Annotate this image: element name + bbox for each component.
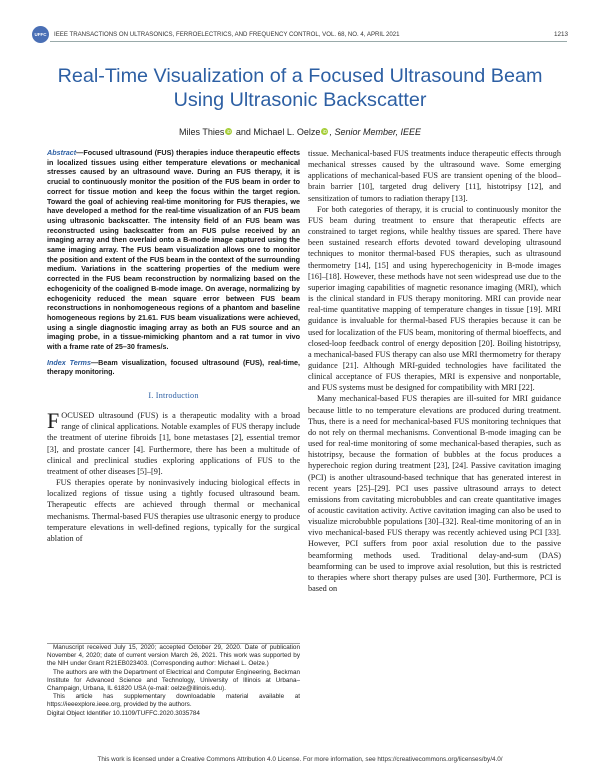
footnotes xyxy=(47,643,300,718)
journal-logo: UFFC xyxy=(32,26,49,43)
index-terms-text: —Beam visualization, focused ultrasound (FUS), real-time, therapy monitoring. xyxy=(47,357,300,377)
license-notice: This work is licensed under a Creative Commons Attribution 4.0 License. For more information, see https://creativecommons.org/licenses/by/4.0/ xyxy=(97,756,503,763)
author-membership: , Senior Member, IEEE xyxy=(329,127,421,137)
orcid-icon[interactable]: iD xyxy=(322,129,328,134)
footnote-affiliation: The authors are with the Department of Electrical and Computer Engineering, Beckman Institute for Advanced Science and Technology, University of Illinois at Urbana–Champaign, Urbana, IL 61820 USA (e-mail: oelze@illinois.edu). xyxy=(47,668,300,693)
footnote-doi: Digital Object Identifier 10.1109/TUFFC.2020.3035784 xyxy=(47,709,200,717)
abstract xyxy=(47,148,300,352)
intro-paragraph-text: OCUSED ultrasound (FUS) is a therapeutic modality with a broad range of clinical applications. Notable examples of FUS therapy include the treatment of uterine fibroids [1], bone metastases [2], essential tremor [3], and prostate cancer [4]. Furthermore, there has been a multitude of clinical and preclinical studies exploring applications of FUS to the treatment of other diseases [5]–[9]. xyxy=(47,411,300,476)
body-paragraph: FUS therapies operate by noninvasively inducing biological effects in localized regions of tissue using a tightly focused ultrasound beam. Therapeutic effects are achieved through thermal or mechanical mechanisms. Thermal-based FUS therapies use ultrasonic energy to produce temperature elevations in well-defined regions, typically for the surgical ablation of xyxy=(47,478,300,543)
section-heading: I. Introduction xyxy=(148,391,199,401)
drop-cap: F xyxy=(47,408,60,434)
body-paragraph: For both categories of therapy, it is crucial to continuously monitor the FUS beam during treatment to ensure that therapeutic effects are constrained to target regions, while healthy tissues are spared. There have been sustained research efforts devoted toward developing ultrasound techniques to monitor thermal-based FUS therapies, such as ultrasound thermometry [14], [15] and using hyperechogenicity in B-mode images [16]–[18]. However, these methods have not seen widespread use due to the superior imaging capabilities of magnetic resonance imaging (MRI), which is the clinical standard in FUS therapy monitoring. MRI can provide near real-time quantitative mapping of temperature changes in tissue [19]. MRI guidance is invaluable for thermal-based FUS therapies because it can be used for localization of the FUS beam, monitoring of thermal bioeffects, and closed-loop feedback control of energy deposition [20]. Boiling histotripsy, a mechanical-based FUS therapy can also use MRI thermometry for therapy guidance [21]. Although MRI-guided technologies have facilitated the clinical acceptance of FUS therapies, MRI is expensive and nonportable, and FUS systems must be designed for compatibility with MRI [22]. xyxy=(308,204,562,393)
body-paragraph: tissue. Mechanical-based FUS treatments induce therapeutic effects through mechanical stresses caused by the ultrasound wave. Some emerging applications of mechanical-based FUS are transient opening of the blood–brain barrier [10], targeted drug delivery [11], histotripsy [12], and sensitization of tumors to radiation therapy [13]. xyxy=(308,149,561,203)
author-name: Miles Thies xyxy=(179,127,225,137)
author-conjunction: and xyxy=(233,127,254,137)
author-line xyxy=(0,127,600,137)
abstract-text: —Focused ultrasound (FUS) therapies induce therapeutic effects in localized tissues using either temperature elevations or mechanical stresses caused by an ultrasound wave. During an FUS therapy, it is crucial to continuously monitor the position of the FUS beam in order to correct for tissue motion and keep the focus within the target region. Toward the goal of achieving real-time monitoring for FUS therapies, we have developed a method for the real-time visualization of an FUS beam using ultrasonic backscatter. The intensity field of an FUS beam was reconstructed using backscatter from an FUS pulse received by an imaging array and then overlaid onto a B-mode image captured using the same imaging array. The FUS beam visualization allows one to monitor the position and extent of the FUS beam in the context of the surrounding medium. Variations in the scattering properties of the medium were corrected in the FUS beam reconstruction by normalizing based on the echogenicity of the coaligned B-mode image. On average, normalizing by echogenicity reduced the mean square error between FUS beam reconstructions in nonhomogeneous regions of a phantom and baseline homogeneous regions by 21.61. FUS beam visualizations were achieved, using a single diagnostic imaging array as both an FUS source and an imaging probe, in a tissue-mimicking phantom and a rat tumor in vivo with a frame rate of 25–30 frames/s. xyxy=(47,148,300,352)
paper-title: Real-Time Visualization of a Focused Ultrasound Beam Using Ultrasonic Backscatter xyxy=(57,65,543,111)
intro-paragraph xyxy=(47,410,300,477)
header-rule xyxy=(50,41,567,42)
body-paragraph: Many mechanical-based FUS therapies are ill-suited for MRI guidance because little to no temperature elevations are produced during treatment. Thus, there is a need for mechanical-based FUS monitoring techniques that do not rely on thermal mechanisms. Conventional B-mode imaging can be used for real-time monitoring of some mechanical-based therapies, such as histotripsy, because the formation of bubbles at the focus produces a hyperechoic region during treatment [23], [24]. Passive cavitation imaging (PCI) is another ultrasound-based technique that has generated interest in recent years [25]–[29]. PCI uses passive ultrasound arrays to detect emissions from cavitating microbubbles and can create quantitative images of acoustic cavitation activity. Active cavitation imaging can also be used to visualize microbubble populations [30]–[32]. Real-time monitoring of an in vivo mechanical-based FUS therapy was recently achieved using PCI [33]. However, PCI suffers from poor axial resolution due to the passive beamforming methods used. Traditional delay-and-sum (DAS) beamforming can be used to improve axial resolution, but this is restricted to therapies where short therapy pulses are used [30]. Furthermore, PCI is based on xyxy=(308,394,561,594)
footnote-received: Manuscript received July 15, 2020; accepted October 29, 2020. Date of publication November 4, 2020; date of current version March 26, 2021. This work was supported by the NIH under Grant R21EB023403. (Corresponding author: Michael L. Oelze.) xyxy=(47,644,300,668)
left-column xyxy=(47,148,300,544)
right-column xyxy=(308,148,561,594)
orcid-icon[interactable]: iD xyxy=(226,129,231,134)
index-terms-label: Index Terms xyxy=(47,357,91,367)
index-terms xyxy=(47,358,300,377)
page-number: 1213 xyxy=(553,30,568,38)
journal-name: IEEE TRANSACTIONS ON ULTRASONICS, FERROELECTRICS, AND FREQUENCY CONTROL, VOL. 68, NO. 4, APRIL 2021 xyxy=(54,30,400,38)
author-name: Michael L. Oelze xyxy=(253,127,321,137)
abstract-label: Abstract xyxy=(47,148,77,157)
footnote-supplementary: This article has supplementary downloadable material available at https://ieeexplore.ieee.org, provided by the authors. xyxy=(47,693,300,709)
